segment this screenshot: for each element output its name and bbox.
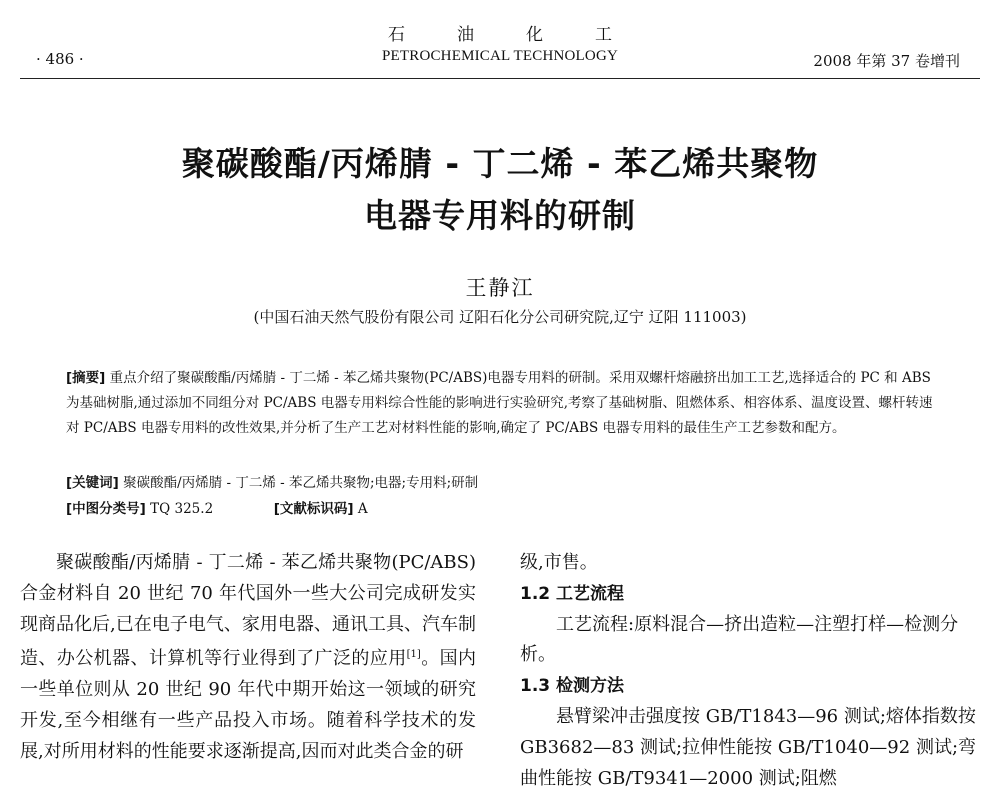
journal-cn-char: 工 [595,25,612,45]
body-right-column [520,548,982,794]
process-paragraph: 工艺流程:原料混合—挤出造粒—注塑打样—检测分析。 [520,613,959,666]
keywords-label: [关键词] [66,475,119,491]
doc-code-value: A [357,501,368,517]
keywords [66,471,478,491]
header-divider [20,78,980,79]
section-heading-1-3: 1.3 检测方法 [520,676,625,697]
intro-paragraph [20,548,476,768]
abstract [66,366,942,441]
journal-title-en: PETROCHEMICAL TECHNOLOGY [381,48,619,64]
continued-text: 级,市售。 [520,552,598,573]
clc-label: [中图分类号] [66,501,146,517]
classification [66,497,368,517]
section-heading-1-2: 1.2 工艺流程 [520,583,625,604]
body-left-column [20,548,476,768]
citation: [1] [406,649,421,661]
methods-paragraph: 悬臂梁冲击强度按 GB/T1843—96 测试;熔体指数按 GB3682—83 测试;拉伸性能按 GB/T1040—92 测试;弯曲性能按 GB/T9341—2000 测试;阻燃 [520,705,977,789]
journal-title-cn [0,20,1000,45]
abstract-text: 重点介绍了聚碳酸酯/丙烯腈 - 丁二烯 - 苯乙烯共聚物(PC/ABS)电器专用料的研制。采用双螺杆熔融挤出加工工艺,选择适合的 PC 和 ABS 为基础树脂,通过添加不同组分对 PC/ABS 电器专用料综合性能的影响进行实验研究,考察了基础树脂、阻燃体系、相容体系、温度设置、螺杆转速对 PC/ABS 电器专用料的改性效果,并分析了生产工艺对材料性能的影响,确定了 PC/ABS 电器专用料的最佳生产工艺参数和配方。 [66,370,933,436]
page-number: · 486 · [36,50,84,68]
keywords-text: 聚碳酸酯/丙烯腈 - 丁二烯 - 苯乙烯共聚物;电器;专用料;研制 [123,475,479,491]
affiliation: (中国石油天然气股份有限公司 辽阳石化分公司研究院,辽宁 辽阳 111003) [253,308,747,326]
clc-value: TQ 325.2 [150,501,214,517]
intro-text-cont: 。国内一些单位则从 20 世纪 90 年代中期开始这一领域的研究开发,至今相继有一些产品投入市场。随着科学技术的发展,对所用材料的性能要求逐渐提高,因而对此类合金的研 [20,648,477,762]
journal-cn-char: 石 [388,25,405,45]
doc-code-label: [文献标识码] [273,501,354,517]
intro-text: 聚碳酸酯/丙烯腈 - 丁二烯 - 苯乙烯共聚物(PC/ABS)合金材料自 20 世纪 70 年代国外一些大公司完成研发实现商品化后,已在电子电气、家用电器、通讯工具、汽车制造、办公机器、计算机等行业得到了广泛的应用 [20,552,476,670]
abstract-label: [摘要] [66,370,106,386]
author: 王静江 [465,276,535,300]
issue-info: 2008 年第 37 卷增刊 [813,52,960,70]
article-title-line2: 电器专用料的研制 [364,196,636,235]
journal-cn-char: 油 [457,25,474,45]
article-title-line1: 聚碳酸酯/丙烯腈 - 丁二烯 - 苯乙烯共聚物 [181,144,819,183]
journal-cn-char: 化 [526,25,543,45]
